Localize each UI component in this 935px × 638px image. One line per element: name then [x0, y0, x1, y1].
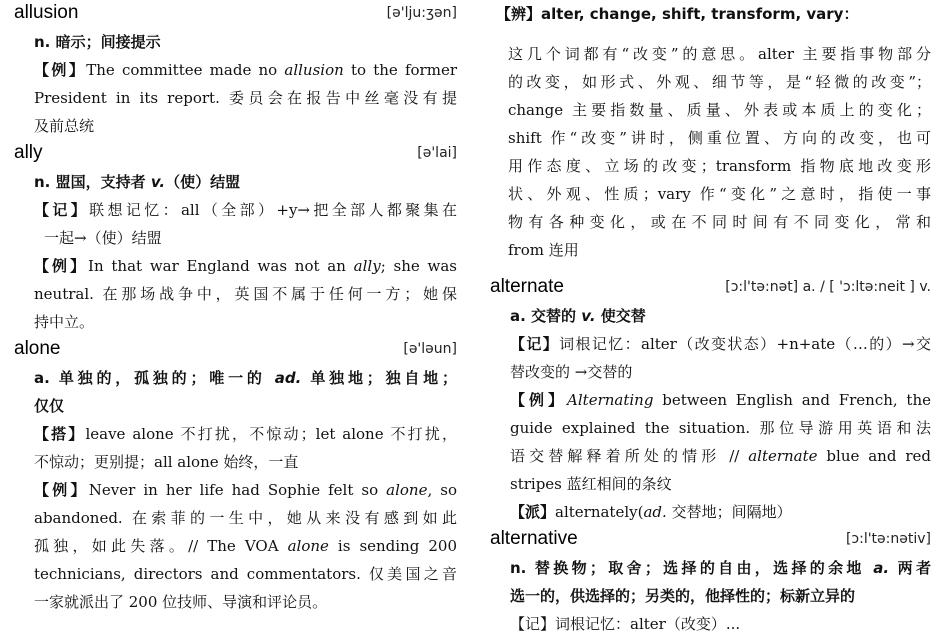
example-line: 语交替解释着所处的情形 // alternate blue and red: [510, 447, 931, 465]
example-line: 一家就派出了 200 位技师、导演和评论员。: [34, 593, 328, 611]
definition-line: n. 盟国，支持者 v.（使）结盟: [34, 173, 241, 191]
example-line: stripes 蓝红相间的条纹: [510, 475, 672, 493]
discrimination-line: 状、外观、性质；vary 作“变化”之意时，指使一事: [508, 185, 931, 203]
entry-allusion-header: [14, 0, 457, 28]
definition-line: 仅仅: [34, 397, 65, 415]
definition-line: n. 替换物；取舍；选择的自由，选择的余地 a. 两者: [510, 559, 931, 577]
entry-alone-header: [14, 336, 457, 364]
headword: alone: [14, 338, 61, 359]
example-line: abandoned. 在索菲的一生中，她从来没有感到如此: [34, 509, 457, 527]
example-line: 持中立。: [34, 313, 95, 331]
cut-off-line: 【记】词根记忆：alter（改变）...: [510, 615, 741, 633]
discrimination-line: 这几个词都有“改变”的意思。alter 主要指事物部分: [508, 45, 931, 63]
memo-tag: 【记】: [510, 335, 560, 353]
discrimination-body: [490, 40, 931, 264]
example-line: 【例】The committee made no allusion to the former: [34, 61, 457, 79]
derivation-line: 【派】alternately(ad. 交替地；间隔地）: [510, 503, 792, 521]
headword: alternative: [490, 528, 578, 549]
discrimination-line: 的改变，如形式、外观、细节等，是“轻微的改变”；: [508, 73, 931, 91]
discrimination-line: from 连用: [508, 241, 579, 259]
discrimination-head: 【辨】alter, change, shift, transform, vary：: [496, 5, 859, 23]
phonetic: [ə'lju:ʒən]: [386, 5, 457, 21]
discrimination-line: 物有各种变化，或在不同时间有不同变化，常和: [508, 213, 931, 231]
entry-alternative-header: [490, 526, 931, 554]
example-line: President in its report. 委员会在报告中丝毫没有提: [34, 89, 457, 107]
example-line: guide explained the situation. 那位导游用英语和法: [510, 419, 931, 437]
example-line: neutral. 在那场战争中，英国不属于任何一方；她保: [34, 285, 457, 303]
example-line: technicians, directors and commentators. 仅美国之音: [34, 565, 457, 583]
memo-line: 【记】联想记忆：all（全部）+y→把全部人都聚集在: [34, 201, 457, 219]
phonetic: [ɔ:l'tə:nətiv]: [845, 531, 931, 547]
entry-alternate-header: [490, 274, 931, 302]
example-tag: 【例】: [34, 481, 89, 499]
collocation-line: 不惊动；更别提；all alone 始终，一直: [34, 453, 299, 471]
collocation-tag: 【搭】: [34, 425, 86, 443]
headword: alternate: [490, 276, 564, 297]
example-tag: 【例】: [34, 61, 87, 79]
definition-line: 选一的，供选择的；另类的，他择性的；标新立异的: [510, 587, 856, 605]
discrimination-line: change 主要指数量、质量、外表或本质上的变化；: [508, 101, 931, 119]
example-line: 孤独，如此失落。// The VOA alone is sending 200: [34, 537, 458, 555]
phonetic: [ɔ:l'tə:nət] a. / [ 'ɔ:ltə:neit ] v.: [725, 279, 931, 295]
collocation-line: 【搭】leave alone 不打扰，不惊动；let alone 不打扰，: [34, 425, 457, 443]
definition-line: n. 暗示；间接提示: [34, 33, 161, 51]
derivation-tag: 【派】: [510, 503, 556, 521]
memo-line: 一起→（使）结盟: [44, 229, 162, 247]
definition-line: a. 交替的 v. 使交替: [510, 307, 646, 325]
example-tag: 【例】: [34, 257, 89, 275]
entry-ally-header: [14, 140, 457, 168]
phonetic: [ə'ləun]: [403, 341, 457, 357]
memo-tag: 【记】: [34, 201, 90, 219]
memo-line: 替改变的 →交替的: [510, 363, 633, 381]
discrimination-line: shift 作“改变”讲时，侧重位置、方向的改变，也可: [508, 129, 931, 147]
example-line: 【例】Alternating between English and French, the: [510, 391, 931, 409]
memo-line: 【记】词根记忆：alter（改变状态）+n+ate（…的）→交: [510, 335, 931, 353]
definition-line: a. 单独的，孤独的；唯一的 ad. 单独地；独自地；: [34, 369, 457, 387]
discrimination-line: 用作态度、立场的改变；transform 指物底地改变形: [508, 157, 931, 175]
discrimination-tag: 【辨】: [496, 5, 542, 23]
left-column: [14, 0, 457, 616]
phonetic: [ə'lai]: [417, 145, 457, 161]
headword: allusion: [14, 2, 79, 23]
example-line: 【例】Never in her life had Sophie felt so alone, so: [34, 481, 457, 499]
right-column: [490, 0, 931, 638]
example-tag: 【例】: [510, 391, 568, 409]
example-line: 及前总统: [34, 117, 95, 135]
headword: ally: [14, 142, 43, 163]
example-line: 【例】In that war England was not an ally; she was: [34, 257, 458, 275]
